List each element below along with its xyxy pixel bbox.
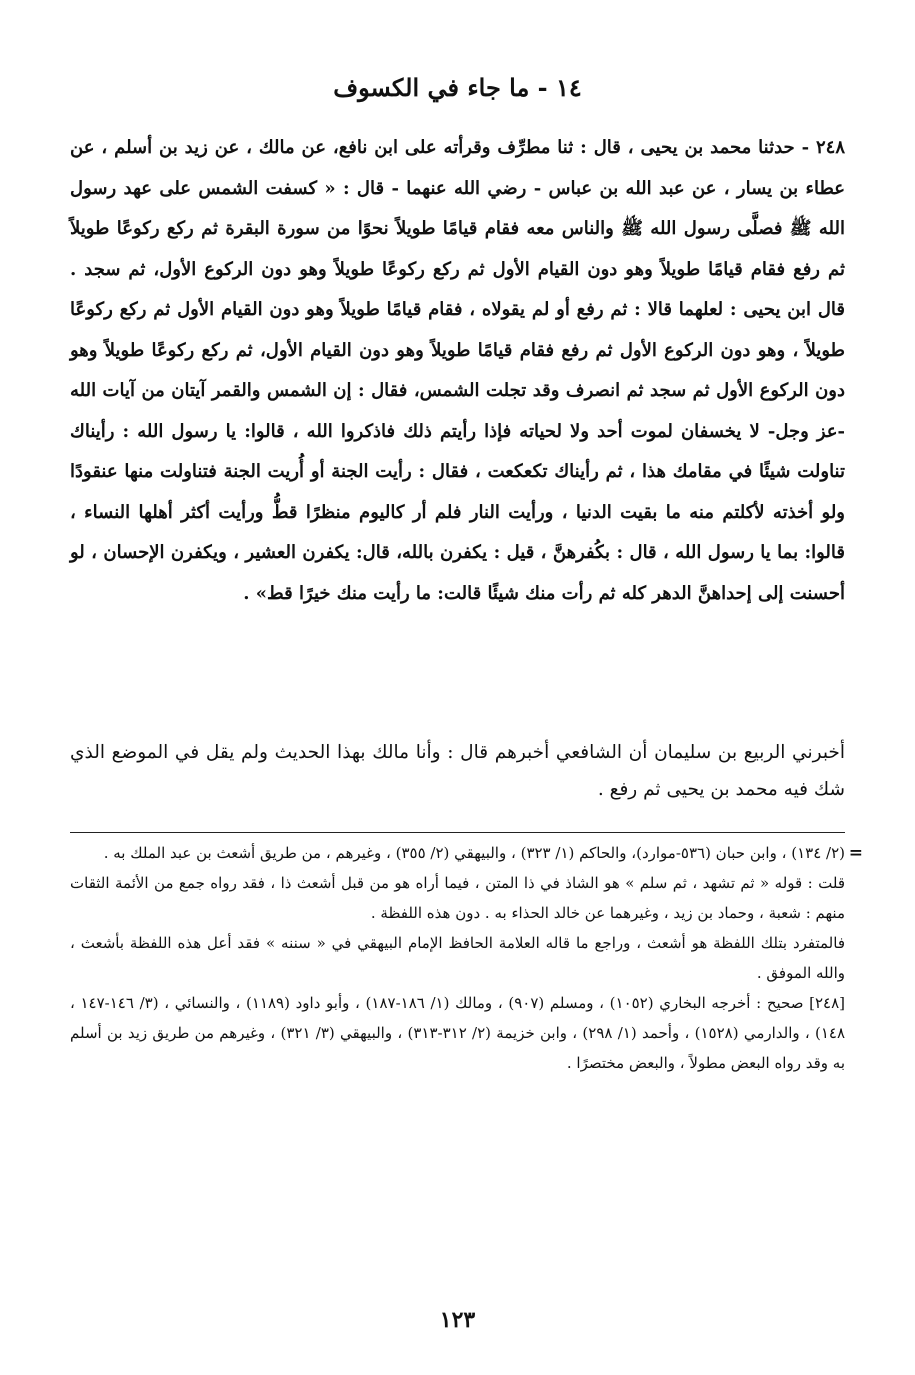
chain-note: أخبرني الربيع بن سليمان أن الشافعي أخبرهم قال : وأنا مالك بهذا الحديث ولم يقل في الموضع الذي شك فيه محمد بن يحيى ثم رفع .	[70, 742, 845, 800]
footnote-248-takhrij: [٢٤٨] صحيح : أخرجه البخاري (١٠٥٢) ، ومسلم (٩٠٧) ، ومالك (١/ ١٨٦-١٨٧) ، وأبو داود (١١٨٩) ، والنسائي ، (٣/ ١٤٦-١٤٧ ، ١٤٨) ، والدارمي (١٥٢٨) ، وأحمد (١/ ٢٩٨) ، وابن خزيمة (٢/ ٣١٢-٣١٣) ، والبيهقي (٣/ ٣٢١) ، وغيرهم من طريق زيد بن أسلم به وقد رواه البعض مطولاً ، والبعض مختصرًا .	[70, 994, 846, 1072]
chapter-title: ١٤ - ما جاء في الكسوف	[333, 73, 582, 102]
hadith-text: ٢٤٨ - حدثنا محمد بن يحيى ، قال : ثنا مطرِّف وقرأته على ابن نافع، عن مالك ، عن زيد بن أسلم ، عن عطاء بن يسار ، عن عبد الله بن عباس - رضي الله عنهما - قال : « كسفت الشمس على عهد رسول الله ﷺ فصلَّى رسول الله ﷺ والناس معه فقام قيامًا طويلاً نحوًا من سورة البقرة ثم ركع ركوعًا طويلاً ثم رفع فقام قيامًا طويلاً وهو دون القيام الأول ثم ركع ركوعًا طويلاً وهو دون الركوع الأول، ثم سجد . قال ابن يحيى : لعلهما قالا : ثم رفع أو لم يقولاه ، فقام قيامًا طويلاً وهو دون القيام الأول ثم ركع ركوعًا طويلاً ، وهو دون الركوع الأول ثم رفع فقام قيامًا طويلاً وهو دون القيام الأول، ثم ركع ركوعًا طويلاً وهو دون الركوع الأول ثم سجد ثم انصرف وقد تجلت الشمس، فقال : إن الشمس والقمر آيتان من آيات الله -عز وجل- لا يخسفان لموت أحد ولا لحياته فإذا رأيتم ذلك فاذكروا الله ، قالوا: يا رسول الله : رأيناك تناولت شيئًا في مقامك هذا ، ثم رأيناك تكعكعت ، فقال : رأيت الجنة أو أُريت الجنة فتناولت منها عنقودًا ولو أخذته لأكلتم منه ما بقيت الدنيا ، ورأيت النار فلم أر كاليوم منظرًا قطُّ ورأيت أكثر أهلها النساء ، قالوا: بما يا رسول الله ، قال : بكُفرهنَّ ، قيل : يكفرن بالله، قال: يكفرن العشير ، ويكفرن الإحسان ، لو أحسنت إلى إحداهنَّ الدهر كله ثم رأت منك شيئًا قالت: ما رأيت منك خيرًا قط» .	[70, 137, 845, 604]
footnote-remark-conclusion: فالمتفرد بتلك اللفظة هو أشعث ، وراجع ما قاله العلامة الحافظ الإمام البيهقي في « سننه » فقد أعل هذه اللفظة بأشعث ، والله الموفق .	[70, 934, 845, 982]
footnote-divider	[70, 832, 845, 833]
page-number: ١٢٣	[439, 1307, 476, 1333]
footnote-continuation: (٢/ ١٣٤) ، وابن حبان (٥٣٦-موارد)، والحاكم (١/ ٣٢٣) ، والبيهقي (٢/ ٣٥٥) ، وغيرهم ، من طريق أشعث بن عبد الملك به .	[103, 844, 845, 862]
footnotes	[70, 838, 845, 1078]
footnote-remark: قلت : قوله « ثم تشهد ، ثم سلم » هو الشاذ في ذا المتن ، فيما أراه هو من قبل أشعث ذا ، فقد رواه جمع من الأئمة الثقات منهم : شعبة ، وحماد بن زيد ، وغيرهما عن خالد الحذاء به . دون هذه اللفظة .	[70, 874, 845, 922]
book-page	[70, 0, 863, 1375]
footnote-continuation-mark: =	[848, 843, 863, 863]
